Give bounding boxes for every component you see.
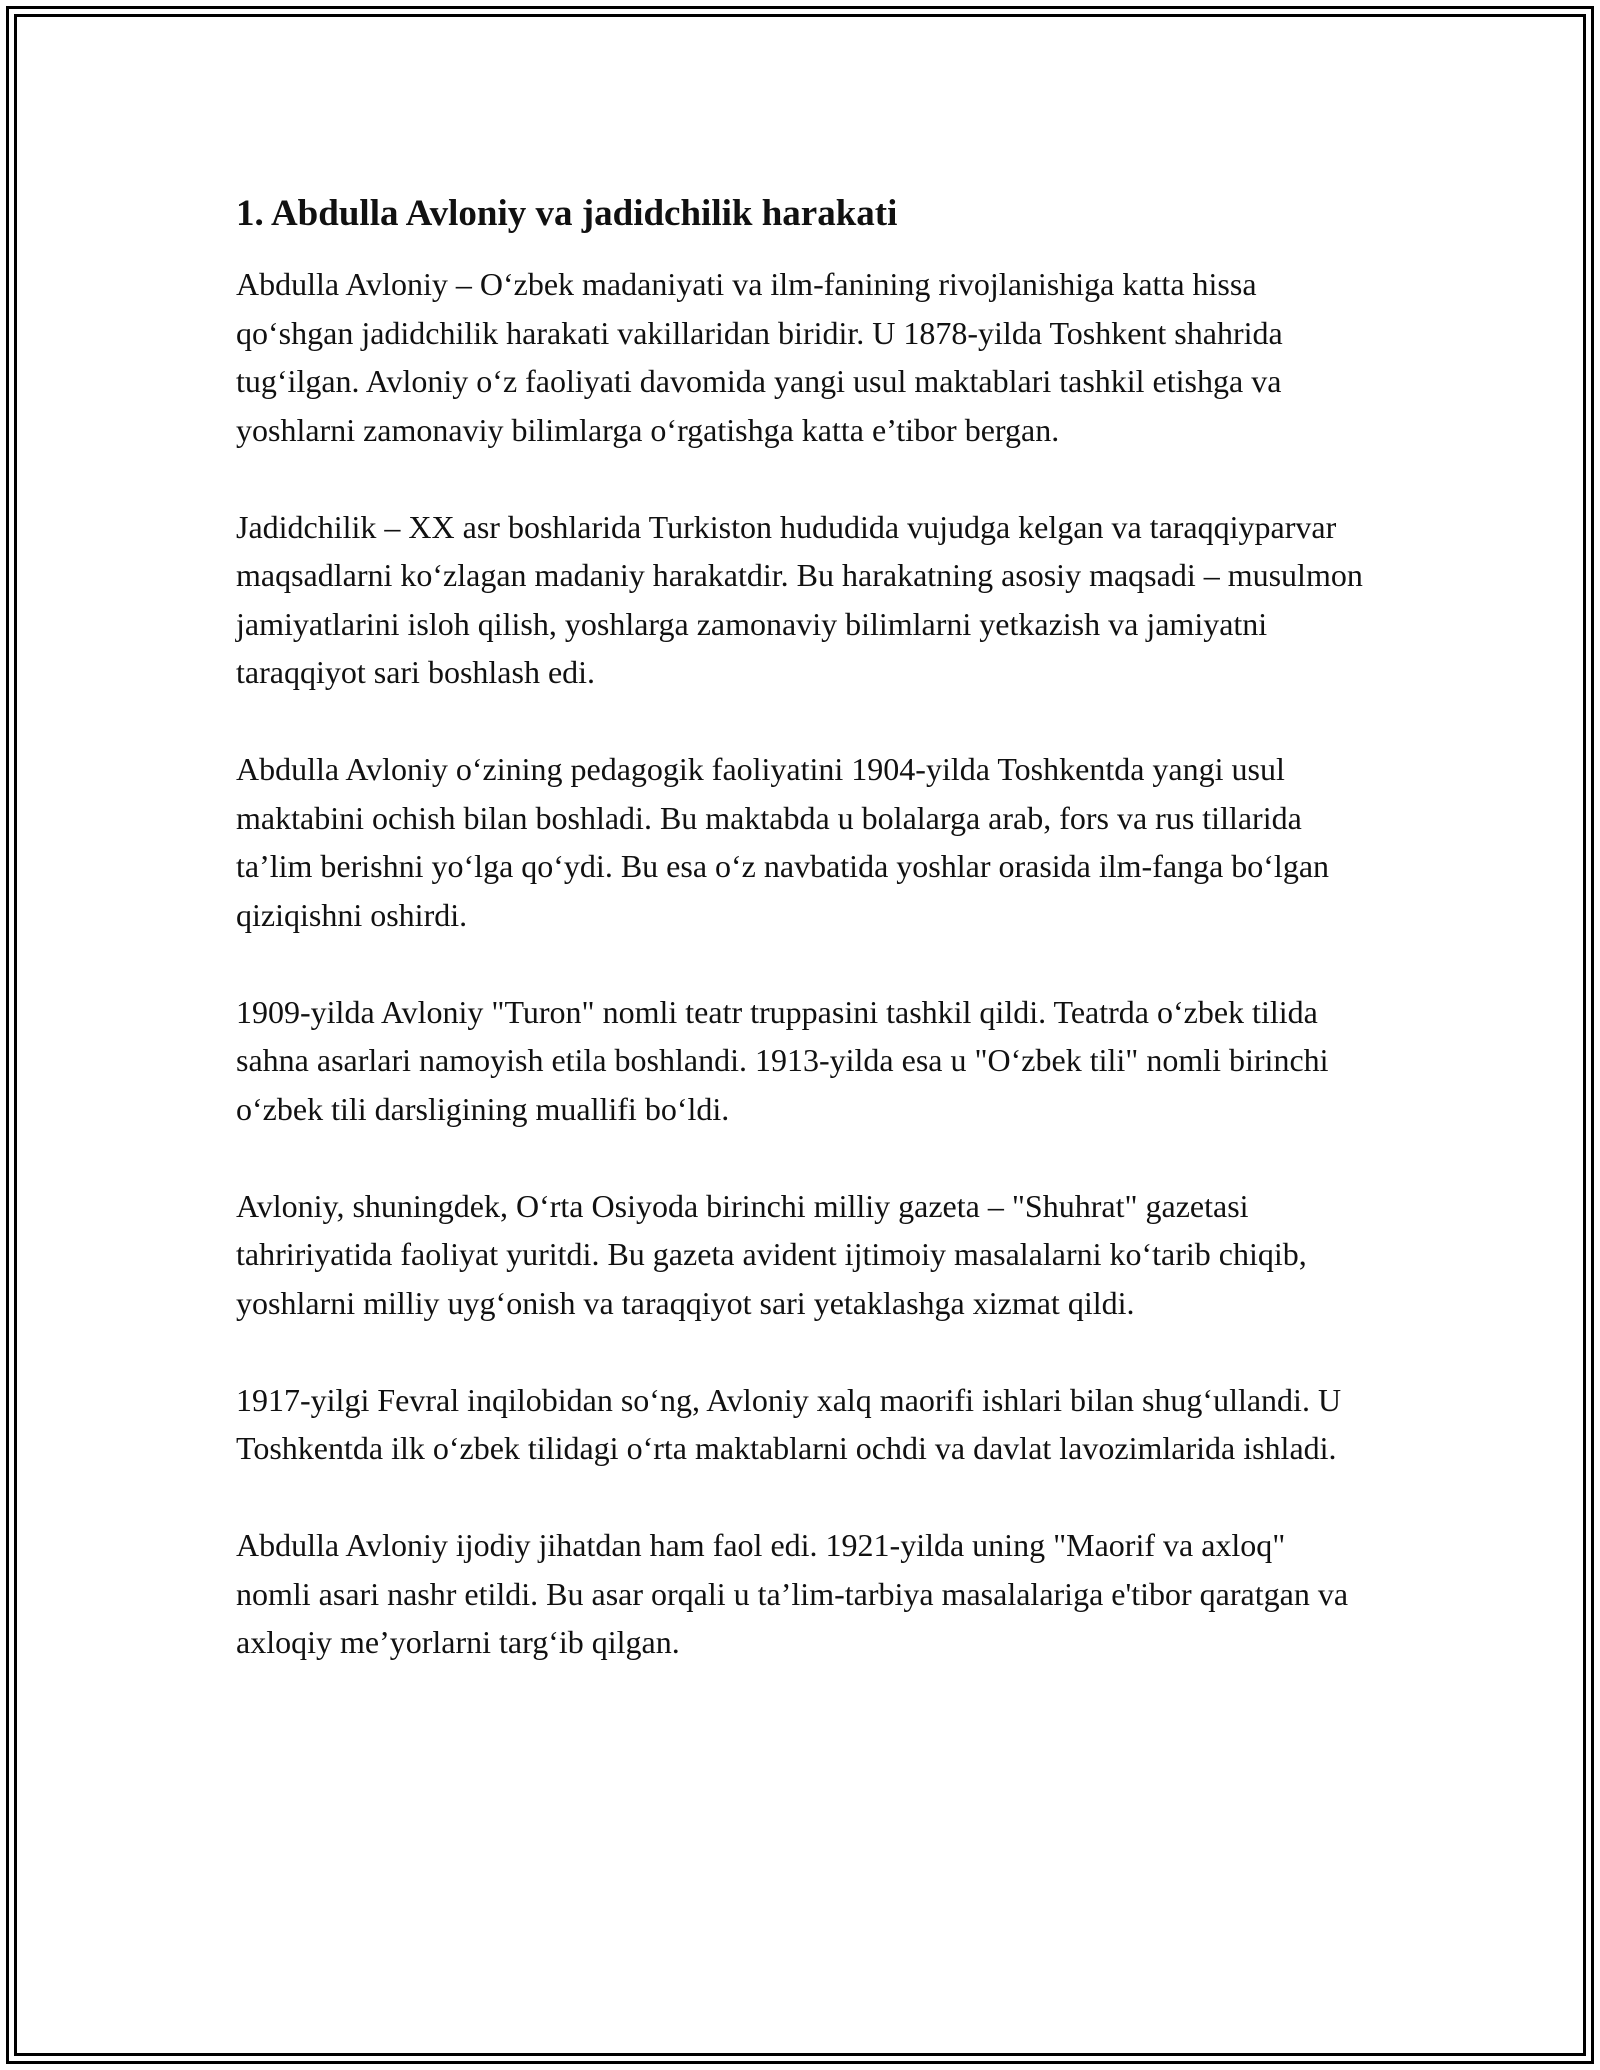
paragraph-maorif-va-axloq: Abdulla Avloniy ijodiy jihatdan ham faol edi. 1921-yilda uning "Maorif va axloq" nomli asari nashr etildi. Bu asar orqali u ta’lim-tarbiya masalalariga e'tibor qaratgan va axloqiy me’yorlarni targ‘ib qilgan. bbox=[236, 1527, 1349, 1660]
paragraph-xalq-maorifi: 1917-yilgi Fevral inqilobidan so‘ng, Avloniy xalq maorifi ishlari bilan shug‘ullandi. U Toshkentda ilk o‘zbek tilidagi o‘rta maktablarni ochdi va davlat lavozimlarida ishladi. bbox=[236, 1381, 1342, 1466]
paragraph-turon-teatr: 1909-yilda Avloniy "Turon" nomli teatr truppasini tashkil qildi. Teatrda o‘zbek tilida sahna asarlari namoyish etila boshlandi. 1913-yilda esa u "O‘zbek tili" nomli birinchi o‘zbek tili darsligining muallifi bo‘ldi. bbox=[236, 993, 1329, 1127]
document-body bbox=[236, 190, 1366, 1715]
paragraph-intro: Abdulla Avloniy – O‘zbek madaniyati va ilm-fanining rivojlanishiga katta hissa qo‘shgan jadidchilik harakati vakillaridan biridir. U 1878-yilda Toshkent shahrida tug‘ilgan. Avloniy o‘z faoliyati davomida yangi usul maktablari tashkil etishga va yoshlarni zamonaviy bilimlarga o‘rgatishga katta e’tibor bergan. bbox=[236, 266, 1283, 448]
paragraph-pedagogik-faoliyat: Abdulla Avloniy o‘zining pedagogik faoliyatini 1904-yilda Toshkentda yangi usul maktabini ochish bilan boshladi. Bu maktabda u bolalarga arab, fors va rus tillarida ta’lim berishni yo‘lga qo‘ydi. Bu esa o‘z navbatida yoshlar orasida ilm-fanga bo‘lgan qiziqishni oshirdi. bbox=[236, 751, 1330, 933]
paragraph-shuhrat-gazeta: Avloniy, shuningdek, O‘rta Osiyoda birinchi milliy gazeta – "Shuhrat" gazetasi tahririyatida faoliyat yuritdi. Bu gazeta avident ijtimoiy masalalarni ko‘tarib chiqib, yoshlarni milliy uyg‘onish va taraqqiyot sari yetaklashga xizmat qildi. bbox=[236, 1187, 1307, 1321]
section-heading: 1. Abdulla Avloniy va jadidchilik harakati bbox=[236, 193, 898, 234]
paragraph-jadidchilik: Jadidchilik – XX asr boshlarida Turkiston hududida vujudga kelgan va taraqqiyparvar maqsadlarni ko‘zlagan madaniy harakatdir. Bu harakatning asosiy maqsadi – musulmon jamiyatlarini isloh qilish, yoshlarga zamonaviy bilimlarni yetkazish va jamiyatni taraqqiyot sari boshlash edi. bbox=[236, 508, 1363, 690]
